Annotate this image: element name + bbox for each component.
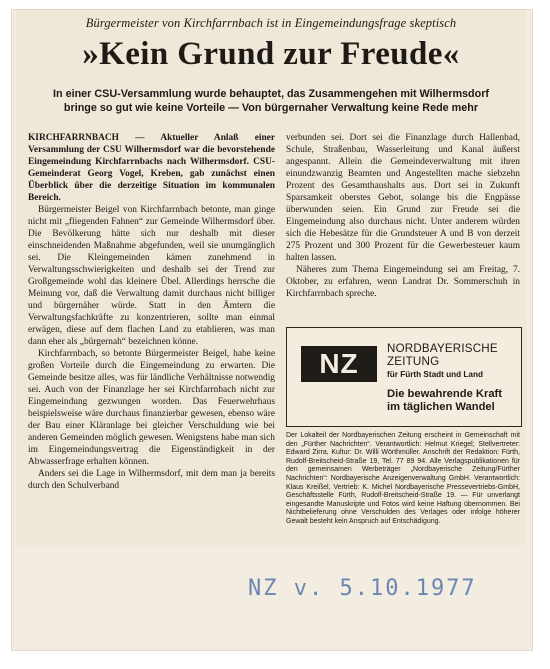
article-paragraph: Bürgermeister Beigel von Kirchfarrnbach betonte, man ginge nicht mit „fliegenden Fahnen“ zur Gemeinde Wilhermsdorf über. Die Bevölkerung hätte sich nur deshalb mit dieser einschneidenden Maßnahme abgefunden, weil sie unumgänglich sei. Die Kleingemeinden kämen zunehmend in Verwaltungsschwierigkeiten und deshalb sei der Trend zur Großgemeinde wohl das kleinere Übel. Allerdings herrsche die Meinung vor, daß die Verwaltung damit durchaus nicht billiger und bürgernäher würde. Statt in den Ämtern die Verwaltungsfachkräfte zu konzentrieren, sollte man einmal erwägen, diese auf dem flachen Land zu etablieren, was man dann eher als „bürgernah“ bezeichnen könne. xyxy=(28,205,275,347)
article-paragraph: verbunden sei. Dort sei die Finanzlage durch Hallenbad, Schule, Straßenbau, Wasserleitung und Kanal äußerst angespannt. Allein die Gemeindeverwaltung mit ihren einundzwanzig Beamten und Angestellten mache siebzehn Prozent des Gesamthaushalts aus. Dort sei in Zukunft Sparsamkeit oberstes Gebot, solange bis die Engpässe überwunden seien. Ein Grund zur Freude sei die Eingemeindung also durchaus nicht. Unter anderem würden sich die Hebesätze für die Grundsteuer A und B von derzeit 275 Prozent und 300 Prozent für die Gewerbesteuer kaum halten lassen. xyxy=(286,133,520,263)
article-left-column xyxy=(28,132,275,492)
ad-subtitle: für Fürth Stadt und Land xyxy=(387,370,483,379)
article-headline: »Kein Grund zur Freude« xyxy=(82,36,460,72)
ad-tagline xyxy=(387,388,517,414)
article-lead-paragraph: KIRCHFARRNBACH — Aktueller Anlaß einer Versammlung der CSU Wilhermsdorf war die bevorstehende Eingemeindung Kirchfarrnbachs nach Wilhermsdorf. CSU-Gemeinderat Georg Vogel, Kreben, gab zunächst einen Überblick über die derzeitige Situation im kommunalen Bereich. xyxy=(28,133,275,203)
handwritten-date-note: NZ v. 5.10.1977 xyxy=(248,576,477,601)
article-paragraph: Näheres zum Thema Eingemeindung sei am Freitag, 7. Oktober, zu erfahren, wenn Landrat Dr. Sommerschuh in Kirchfarrnbach spreche. xyxy=(286,265,520,299)
ad-title-line-2: ZEITUNG xyxy=(387,355,440,368)
article-deck xyxy=(16,87,526,115)
deck-line-1: In einer CSU-Versammlung wurde behauptet, das Zusammengehen mit Wilhermsdorf xyxy=(52,88,490,100)
nz-logo: NZ xyxy=(301,346,377,382)
ad-tagline-line-1: Die bewahrende Kraft xyxy=(387,388,503,400)
article-overline: Bürgermeister von Kirchfarrnbach ist in Eingemeindungsfrage skeptisch xyxy=(85,16,457,30)
article-paragraph: Anders sei die Lage in Wilhermsdorf, mit dem man ja bereits durch den Schulverband xyxy=(28,469,275,491)
deck-line-2: bringe so gut wie keine Vorteile — Von bürgernaher Verwaltung keine Rede mehr xyxy=(63,102,479,114)
article-right-column xyxy=(286,132,520,300)
newspaper-impressum: Der Lokalteil der Nordbayerischen Zeitung erscheint in Gemeinschaft mit den „Fürther Nachrichten“. Verantwortlich: Helmut Kriegel; Stellvertreter: Edward Zirra, Kultur: Dr. Willi Wörthmüller. Anschrift der Redaktion: Fürth, Rudolf-Breitscheid-Straße 19, Tel. 77 89 94. Alle Verlagspublikationen für den gemeinsamen Werbeträger „Nordbayerische Zeitung/Fürther Nachrichten“: Nordbayerische Anzeigenverwaltung GmbH. Verantwortlich: Klaus Kreißel, Vertrieb: K. Michel Nordbayerische Pressevertriebs-GmbH, Geschäftsstelle Fürth, Rudolf-Breitscheid-Straße 19. — Für unverlangt eingesandte Manuskripte und Fotos wird keine Haftung übernommen. Bei Nichtbelieferung ohne Verschulden des Verlages oder infolge höherer Gewalt besteht kein Anspruch auf Entschädigung. xyxy=(286,432,520,525)
newspaper-clipping xyxy=(16,10,526,545)
ad-tagline-line-2: im täglichen Wandel xyxy=(387,401,495,413)
newspaper-advertisement xyxy=(286,327,522,427)
ad-title-line-1: NORDBAYERISCHE xyxy=(387,342,498,355)
archive-paper xyxy=(12,10,532,650)
ad-newspaper-title xyxy=(387,342,517,368)
article-paragraph: Kirchfarrnbach, so betonte Bürgermeister Beigel, habe keine großen Vorteile durch die Eingemeindung zu erwarten. Die Gemeinde besitze alles, was für ländliche Verhältnisse notwendig sei. Auch von der Finanzlage her sei Kirchfarrnbach nicht zur Eingemeindung gezwungen worden. Das Feuerwehrhaus beispielsweise wäre durchaus finanzierbar gewesen, ebenso wäre der Bau einer Kläranlage bei gleicher Verschuldung wie bei anderen Gemeinden möglich gewesen. Wenigstens habe man sich im Eingemeindungsvertrag die Eigenständigkeit in der Abwasserfrage erhalten können. xyxy=(28,349,275,467)
